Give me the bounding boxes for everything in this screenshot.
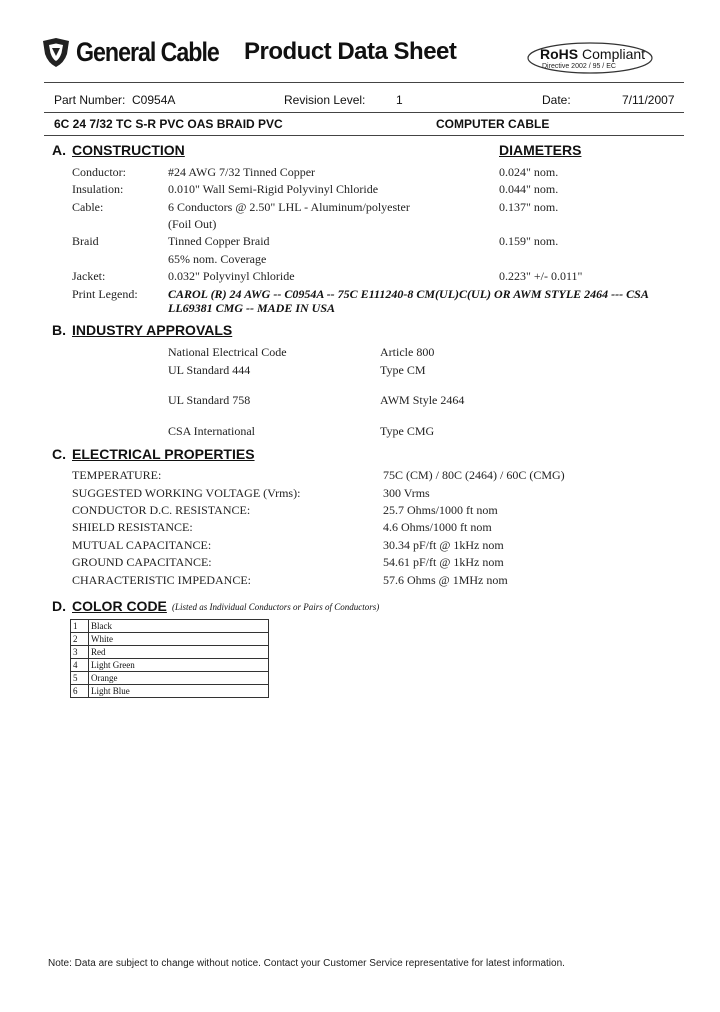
- approval-value: Type CMG: [380, 424, 435, 438]
- product-category: COMPUTER CABLE: [436, 117, 550, 131]
- property-name: MUTUAL CAPACITANCE:: [72, 538, 212, 552]
- brand-logo: [40, 34, 242, 70]
- section-letter-d: D.: [52, 598, 66, 614]
- construction-value: (Foil Out): [168, 217, 217, 231]
- section-title-color-code: COLOR CODE: [72, 598, 167, 614]
- approval-name: UL Standard 758: [168, 393, 251, 407]
- construction-label: Insulation:: [72, 182, 124, 196]
- construction-diameter: 0.159" nom.: [499, 234, 559, 248]
- construction-diameter: 0.024" nom.: [499, 165, 559, 179]
- conductor-number: 5: [71, 672, 89, 685]
- property-name: CHARACTERISTIC IMPEDANCE:: [72, 573, 252, 587]
- info-divider: [44, 112, 684, 113]
- construction-label: Jacket:: [72, 269, 106, 283]
- conductor-number: 6: [71, 685, 89, 698]
- brand-name: General Cable: [76, 36, 219, 67]
- property-value: 25.7 Ohms/1000 ft nom: [383, 503, 498, 517]
- property-value: 300 Vrms: [383, 486, 430, 500]
- date-label: Date:: [542, 93, 571, 107]
- construction-label: Cable:: [72, 200, 104, 214]
- rohs-rest: Compliant: [578, 46, 646, 62]
- property-value: 57.6 Ohms @ 1MHz nom: [383, 573, 508, 587]
- section-letter-c: C.: [52, 446, 66, 462]
- table-row: [71, 633, 269, 646]
- construction-label: Braid: [72, 234, 99, 248]
- table-row: [71, 620, 269, 633]
- print-legend-label: Print Legend:: [72, 287, 138, 301]
- rohs-directive: Directive 2002 / 95 / EC: [542, 63, 616, 70]
- construction-label: Conductor:: [72, 165, 126, 179]
- construction-diameter: 0.223" +/- 0.011": [499, 269, 583, 283]
- construction-diameter: 0.044" nom.: [499, 182, 559, 196]
- table-row: [71, 672, 269, 685]
- conductor-color: Light Blue: [89, 685, 269, 698]
- conductor-number: 2: [71, 633, 89, 646]
- construction-value: 6 Conductors @ 2.50" LHL - Aluminum/polyester: [168, 200, 410, 214]
- conductor-number: 3: [71, 646, 89, 659]
- header-divider: [44, 82, 684, 83]
- construction-value: 0.010" Wall Semi-Rigid Polyvinyl Chloride: [168, 182, 379, 196]
- revision-label: Revision Level:: [284, 93, 366, 107]
- section-letter-a: A.: [52, 142, 66, 158]
- table-row: [71, 646, 269, 659]
- footer-note: Note: Data are subject to change without notice. Contact your Customer Service representative for latest information.: [48, 958, 565, 969]
- section-title-diameters: DIAMETERS: [499, 142, 582, 158]
- section-title-approvals: INDUSTRY APPROVALS: [72, 322, 233, 338]
- property-name: GROUND CAPACITANCE:: [72, 555, 212, 569]
- part-number-value: C0954A: [132, 93, 176, 107]
- table-row: [71, 685, 269, 698]
- conductor-color: Orange: [89, 672, 269, 685]
- product-description: 6C 24 7/32 TC S-R PVC OAS BRAID PVC: [54, 117, 283, 131]
- rohs-bold: RoHS: [540, 46, 579, 62]
- construction-value: Tinned Copper Braid: [168, 234, 270, 248]
- property-value: 30.34 pF/ft @ 1kHz nom: [383, 538, 504, 552]
- section-title-construction: CONSTRUCTION: [72, 142, 185, 158]
- product-divider: [44, 135, 684, 136]
- conductor-color: Black: [89, 620, 269, 633]
- conductor-number: 4: [71, 659, 89, 672]
- approval-value: Type CM: [380, 363, 426, 377]
- conductor-color: White: [89, 633, 269, 646]
- table-row: [71, 659, 269, 672]
- construction-diameter: 0.137" nom.: [499, 200, 559, 214]
- property-name: SHIELD RESISTANCE:: [72, 520, 193, 534]
- rohs-label: [540, 46, 645, 62]
- section-letter-b: B.: [52, 322, 66, 338]
- approval-name: UL Standard 444: [168, 363, 251, 377]
- print-legend-value: CAROL (R) 24 AWG -- C0954A -- 75C E111240-8 CM(UL)C(UL) OR AWM STYLE 2464 --- CSA LL69381 CMG -- MADE IN USA: [168, 287, 649, 315]
- color-code-table: [70, 619, 269, 698]
- approval-value: Article 800: [380, 345, 435, 359]
- property-value: 54.61 pF/ft @ 1kHz nom: [383, 555, 504, 569]
- construction-value: #24 AWG 7/32 Tinned Copper: [168, 165, 316, 179]
- shield-logo-icon: [40, 36, 72, 68]
- section-title-electrical: ELECTRICAL PROPERTIES: [72, 446, 255, 462]
- approval-name: CSA International: [168, 424, 255, 438]
- conductor-number: 1: [71, 620, 89, 633]
- property-value: 75C (CM) / 80C (2464) / 60C (CMG): [383, 468, 565, 482]
- construction-value: 0.032" Polyvinyl Chloride: [168, 269, 295, 283]
- conductor-color: Light Green: [89, 659, 269, 672]
- color-code-note: (Listed as Individual Conductors or Pairs of Conductors): [172, 602, 380, 612]
- property-name: TEMPERATURE:: [72, 468, 162, 482]
- page-title: Product Data Sheet: [244, 38, 457, 65]
- part-number-label: Part Number:: [54, 93, 126, 107]
- conductor-color: Red: [89, 646, 269, 659]
- date-value: 7/11/2007: [622, 93, 675, 107]
- revision-value: 1: [396, 93, 403, 107]
- approval-name: National Electrical Code: [168, 345, 287, 359]
- approval-value: AWM Style 2464: [380, 393, 465, 407]
- property-name: CONDUCTOR D.C. RESISTANCE:: [72, 503, 251, 517]
- construction-value: 65% nom. Coverage: [168, 252, 267, 266]
- rohs-compliant-badge: [526, 40, 654, 76]
- property-value: 4.6 Ohms/1000 ft nom: [383, 520, 492, 534]
- property-name: SUGGESTED WORKING VOLTAGE (Vrms):: [72, 486, 301, 500]
